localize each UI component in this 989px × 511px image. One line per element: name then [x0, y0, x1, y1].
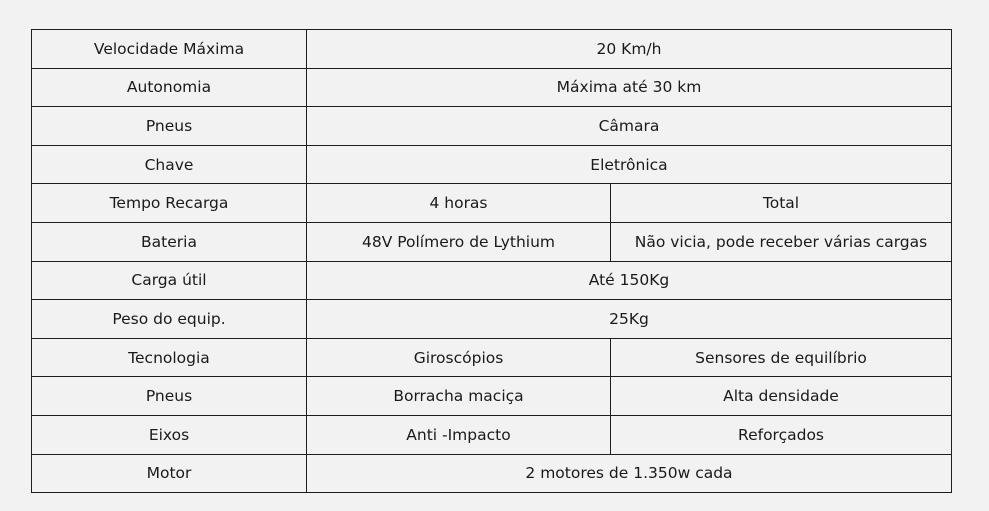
table-row	[32, 454, 952, 493]
table-row	[32, 68, 952, 107]
row-value-secondary: Sensores de equilíbrio	[611, 338, 952, 377]
table-row	[32, 222, 952, 261]
table-row	[32, 145, 952, 184]
table-row	[32, 261, 952, 300]
row-label: Velocidade Máxima	[32, 30, 307, 69]
row-value-secondary: Alta densidade	[611, 377, 952, 416]
row-value: 48V Polímero de Lythium	[307, 222, 611, 261]
table-row	[32, 30, 952, 69]
row-label: Tecnologia	[32, 338, 307, 377]
row-value: 20 Km/h	[307, 30, 952, 69]
table-row	[32, 377, 952, 416]
row-value-secondary: Total	[611, 184, 952, 223]
table-row	[32, 300, 952, 339]
table-row	[32, 107, 952, 146]
row-value: Máxima até 30 km	[307, 68, 952, 107]
spec-table-body	[32, 30, 952, 493]
row-value: Borracha maciça	[307, 377, 611, 416]
row-value: Anti -Impacto	[307, 415, 611, 454]
row-value: Eletrônica	[307, 145, 952, 184]
row-value: Giroscópios	[307, 338, 611, 377]
table-row	[32, 338, 952, 377]
spec-table	[31, 29, 952, 493]
row-label: Chave	[32, 145, 307, 184]
row-value: Câmara	[307, 107, 952, 146]
table-row	[32, 184, 952, 223]
row-label: Carga útil	[32, 261, 307, 300]
table-row	[32, 415, 952, 454]
row-label: Peso do equip.	[32, 300, 307, 339]
row-value-secondary: Reforçados	[611, 415, 952, 454]
row-value: Até 150Kg	[307, 261, 952, 300]
row-label: Pneus	[32, 377, 307, 416]
row-label: Tempo Recarga	[32, 184, 307, 223]
row-label: Eixos	[32, 415, 307, 454]
row-label: Motor	[32, 454, 307, 493]
row-value: 25Kg	[307, 300, 952, 339]
row-label: Autonomia	[32, 68, 307, 107]
row-value-secondary: Não vicia, pode receber várias cargas	[611, 222, 952, 261]
row-label: Bateria	[32, 222, 307, 261]
row-value: 2 motores de 1.350w cada	[307, 454, 952, 493]
row-value: 4 horas	[307, 184, 611, 223]
row-label: Pneus	[32, 107, 307, 146]
